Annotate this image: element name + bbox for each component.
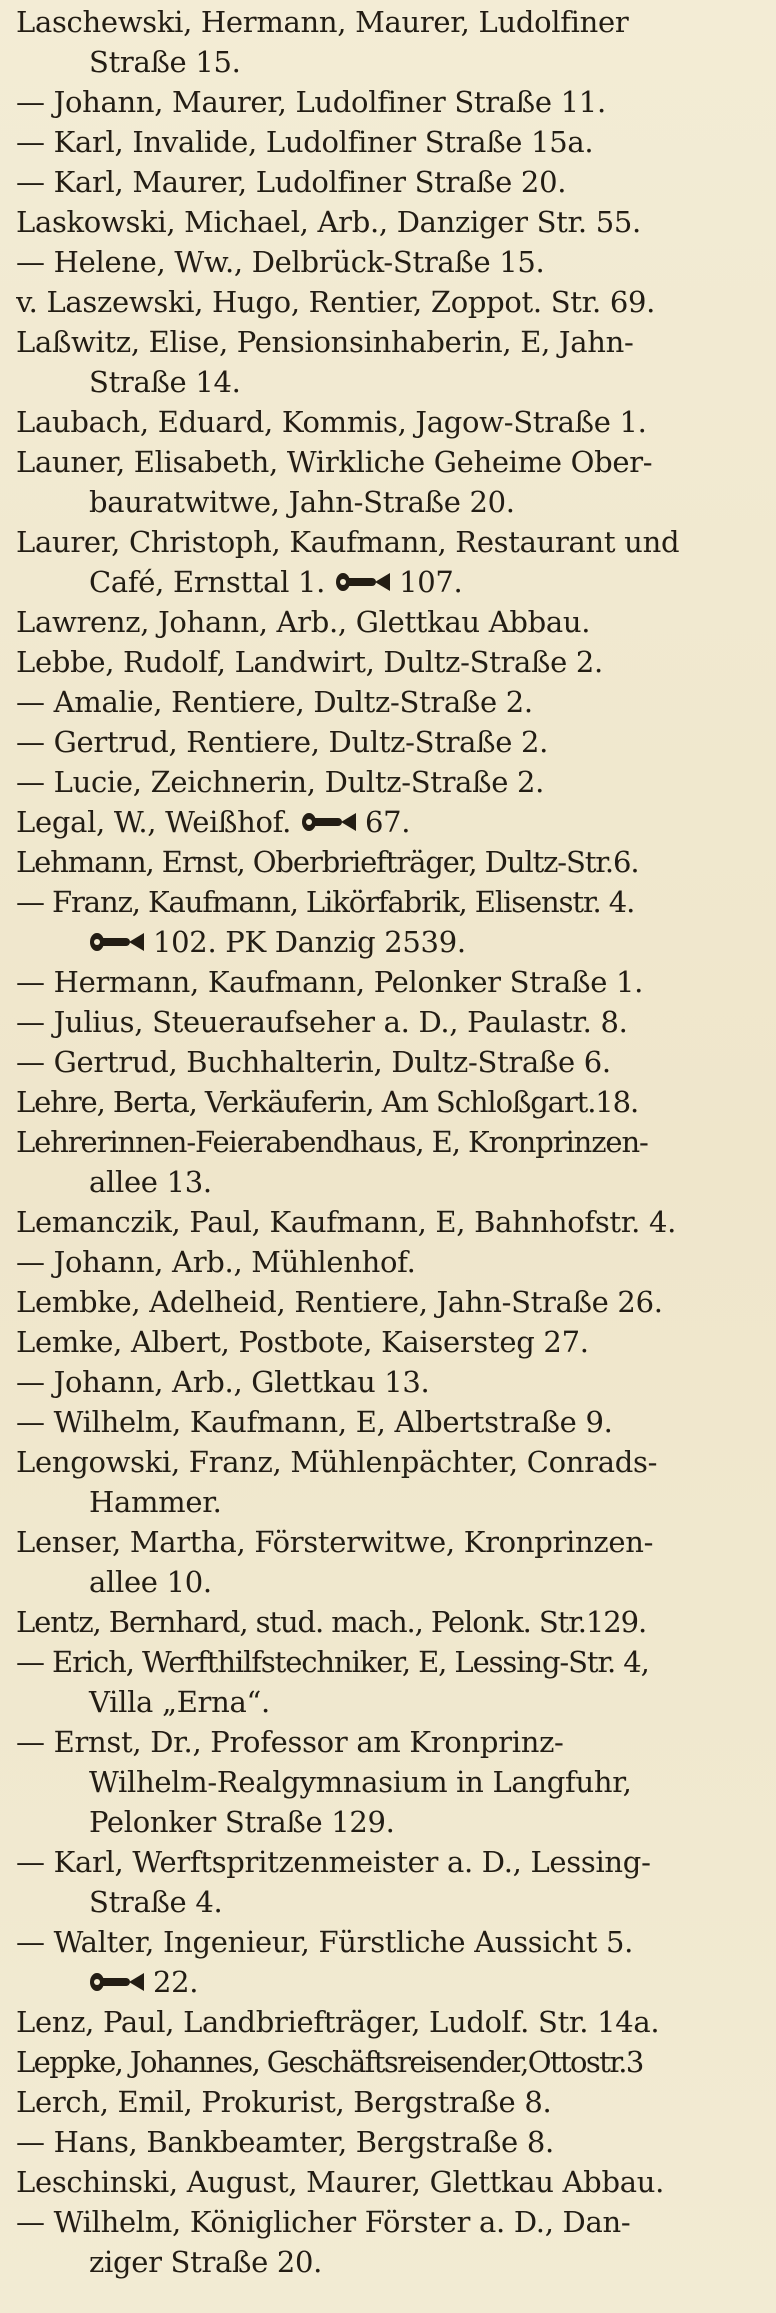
entry-text: v. Laszewski, Hugo, Rentier, Zoppot. Str. 69. bbox=[16, 285, 656, 319]
directory-entry-line bbox=[16, 482, 766, 522]
telephone-handset-icon bbox=[89, 930, 145, 954]
directory-entry-line bbox=[16, 1642, 766, 1682]
entry-text: Lemanczik, Paul, Kaufmann, E, Bahnhofstr. 4. bbox=[16, 1205, 677, 1239]
directory-entry-line bbox=[16, 402, 766, 442]
entry-text: Laschewski, Hermann, Maurer, Ludolfiner bbox=[16, 5, 629, 39]
telephone-handset-icon bbox=[335, 570, 391, 594]
directory-entry-line bbox=[16, 642, 766, 682]
directory-entry-line bbox=[16, 722, 766, 762]
entry-text: ziger Straße 20. bbox=[89, 2245, 323, 2279]
directory-entry-line bbox=[16, 2082, 766, 2122]
directory-entry-line bbox=[16, 842, 766, 882]
entry-text: — Johann, Arb., Mühlenhof. bbox=[16, 1245, 416, 1279]
entry-text: — Gertrud, Rentiere, Dultz-Straße 2. bbox=[16, 725, 549, 759]
entry-text: Leschinski, August, Maurer, Glettkau Abbau. bbox=[16, 2165, 664, 2199]
entry-text: Wilhelm-Realgymnasium in Langfuhr, bbox=[89, 1765, 632, 1799]
directory-entry-line bbox=[16, 1682, 766, 1722]
directory-entry-line bbox=[16, 1162, 766, 1202]
directory-entry-line bbox=[16, 1922, 766, 1962]
entry-text: Villa „Erna“. bbox=[89, 1685, 270, 1719]
entry-text: Lembke, Adelheid, Rentiere, Jahn-Straße 26. bbox=[16, 1285, 663, 1319]
entry-text: Lerch, Emil, Prokurist, Bergstraße 8. bbox=[16, 2085, 552, 2119]
telephone-handset-icon bbox=[301, 810, 357, 834]
directory-entry-line bbox=[16, 282, 766, 322]
entry-text: Straße 4. bbox=[89, 1885, 223, 1919]
telephone-handset-icon bbox=[89, 1970, 145, 1994]
directory-entry-line bbox=[16, 242, 766, 282]
directory-entry-line bbox=[16, 802, 766, 842]
entry-text: — Helene, Ww., Delbrück-Straße 15. bbox=[16, 245, 545, 279]
entry-text: — Johann, Arb., Glettkau 13. bbox=[16, 1365, 430, 1399]
directory-entry-line bbox=[16, 1362, 766, 1402]
entry-text: Launer, Elisabeth, Wirkliche Geheime Ober- bbox=[16, 445, 653, 479]
entry-text: Straße 15. bbox=[89, 45, 241, 79]
directory-entry-line bbox=[16, 1962, 766, 2002]
directory-entry-line bbox=[16, 2162, 766, 2202]
directory-entry-line bbox=[16, 1842, 766, 1882]
entry-text: Laßwitz, Elise, Pensionsinhaberin, E, Jahn- bbox=[16, 325, 634, 359]
telephone-number: 22. bbox=[153, 1965, 199, 1999]
directory-entry-line bbox=[16, 2242, 766, 2282]
directory-entry-line bbox=[16, 1042, 766, 1082]
directory-entry-line bbox=[16, 442, 766, 482]
entry-text: Pelonker Straße 129. bbox=[89, 1805, 395, 1839]
directory-entry-line bbox=[16, 1002, 766, 1042]
directory-entry-line bbox=[16, 1602, 766, 1642]
entry-text: allee 13. bbox=[89, 1165, 212, 1199]
entry-text: Leppke, Johannes, Geschäftsreisender,Ottostr.3 bbox=[16, 2045, 643, 2079]
directory-entry-line bbox=[16, 1122, 766, 1162]
entry-text: — Wilhelm, Kaufmann, E, Albertstraße 9. bbox=[16, 1405, 613, 1439]
directory-entry-line bbox=[16, 2002, 766, 2042]
entry-text: Lengowski, Franz, Mühlenpächter, Conrads- bbox=[16, 1445, 658, 1479]
directory-entry-line bbox=[16, 322, 766, 362]
directory-entry-line bbox=[16, 1762, 766, 1802]
directory-entry-line bbox=[16, 1082, 766, 1122]
directory-entry-line bbox=[16, 42, 766, 82]
directory-entry-line bbox=[16, 962, 766, 1002]
directory-entry-line bbox=[16, 82, 766, 122]
entry-text: — Gertrud, Buchhalterin, Dultz-Straße 6. bbox=[16, 1045, 611, 1079]
entry-text: — Hermann, Kaufmann, Pelonker Straße 1. bbox=[16, 965, 644, 999]
entry-text: — Walter, Ingenieur, Fürstliche Aussicht 5. bbox=[16, 1925, 634, 1959]
directory-entry-line bbox=[16, 1402, 766, 1442]
entry-text: Lemke, Albert, Postbote, Kaisersteg 27. bbox=[16, 1325, 589, 1359]
directory-entry-line bbox=[16, 162, 766, 202]
entry-text: — Erich, Werfthilfstechniker, E, Lessing-Str. 4, bbox=[16, 1645, 649, 1679]
entry-text: — Karl, Maurer, Ludolfiner Straße 20. bbox=[16, 165, 567, 199]
directory-entry-line bbox=[16, 882, 766, 922]
entry-text: bauratwitwe, Jahn-Straße 20. bbox=[89, 485, 515, 519]
entry-text: Laubach, Eduard, Kommis, Jagow-Straße 1. bbox=[16, 405, 647, 439]
directory-entry-line bbox=[16, 922, 766, 962]
directory-entry-line bbox=[16, 522, 766, 562]
directory-list bbox=[16, 2, 766, 2282]
directory-entry-line bbox=[16, 1882, 766, 1922]
entry-text: Straße 14. bbox=[89, 365, 241, 399]
entry-text: — Julius, Steueraufseher a. D., Paulastr. 8. bbox=[16, 1005, 628, 1039]
directory-entry-line bbox=[16, 1522, 766, 1562]
entry-text: — Hans, Bankbeamter, Bergstraße 8. bbox=[16, 2125, 554, 2159]
entry-text: Café, Ernsttal 1. bbox=[89, 565, 326, 599]
entry-text: Lehre, Berta, Verkäuferin, Am Schloßgart.18. bbox=[16, 1085, 639, 1119]
telephone-number: 102. bbox=[153, 925, 217, 959]
directory-entry-line bbox=[16, 122, 766, 162]
entry-text: Lawrenz, Johann, Arb., Glettkau Abbau. bbox=[16, 605, 591, 639]
directory-entry-line bbox=[16, 2202, 766, 2242]
entry-text: Legal, W., Weißhof. bbox=[16, 805, 291, 839]
directory-entry-line bbox=[16, 602, 766, 642]
directory-entry-line bbox=[16, 202, 766, 242]
entry-text: Laskowski, Michael, Arb., Danziger Str. 55. bbox=[16, 205, 641, 239]
entry-text: — Franz, Kaufmann, Likörfabrik, Elisenstr. 4. bbox=[16, 885, 635, 919]
directory-entry-line bbox=[16, 2122, 766, 2162]
directory-entry-line bbox=[16, 2042, 766, 2082]
entry-text: Lehrerinnen-Feierabendhaus, E, Kronprinzen- bbox=[16, 1125, 648, 1159]
directory-entry-line bbox=[16, 1322, 766, 1362]
directory-entry-line bbox=[16, 1202, 766, 1242]
entry-text: — Amalie, Rentiere, Dultz-Straße 2. bbox=[16, 685, 533, 719]
entry-text: Lenser, Martha, Försterwitwe, Kronprinzen- bbox=[16, 1525, 654, 1559]
directory-entry-line bbox=[16, 762, 766, 802]
entry-text: — Johann, Maurer, Ludolfiner Straße 11. bbox=[16, 85, 606, 119]
directory-entry-line bbox=[16, 1562, 766, 1602]
entry-text: allee 10. bbox=[89, 1565, 212, 1599]
entry-text: — Ernst, Dr., Professor am Kronprinz- bbox=[16, 1725, 564, 1759]
directory-entry-line bbox=[16, 1802, 766, 1842]
entry-text: Lenz, Paul, Landbriefträger, Ludolf. Str. 14a. bbox=[16, 2005, 660, 2039]
directory-entry-line bbox=[16, 2, 766, 42]
entry-text: — Wilhelm, Königlicher Förster a. D., Dan- bbox=[16, 2205, 631, 2239]
entry-text: — Karl, Werftspritzenmeister a. D., Lessing- bbox=[16, 1845, 651, 1879]
entry-text: PK Danzig 2539. bbox=[225, 925, 466, 959]
directory-entry-line bbox=[16, 1242, 766, 1282]
directory-entry-line bbox=[16, 1442, 766, 1482]
directory-entry-line bbox=[16, 562, 766, 602]
telephone-number: 67. bbox=[364, 805, 411, 839]
entry-text: Laurer, Christoph, Kaufmann, Restaurant und bbox=[16, 525, 680, 559]
entry-text: — Karl, Invalide, Ludolfiner Straße 15a. bbox=[16, 125, 594, 159]
telephone-number: 107. bbox=[399, 565, 463, 599]
entry-text: Lehmann, Ernst, Oberbriefträger, Dultz-Str.6. bbox=[16, 845, 639, 879]
entry-text: Lebbe, Rudolf, Landwirt, Dultz-Straße 2. bbox=[16, 645, 603, 679]
directory-entry-line bbox=[16, 1282, 766, 1322]
directory-entry-line bbox=[16, 1722, 766, 1762]
entry-text: Hammer. bbox=[89, 1485, 222, 1519]
entry-text: Lentz, Bernhard, stud. mach., Pelonk. Str.129. bbox=[16, 1605, 647, 1639]
directory-entry-line bbox=[16, 362, 766, 402]
directory-entry-line bbox=[16, 1482, 766, 1522]
entry-text: — Lucie, Zeichnerin, Dultz-Straße 2. bbox=[16, 765, 545, 799]
directory-entry-line bbox=[16, 682, 766, 722]
